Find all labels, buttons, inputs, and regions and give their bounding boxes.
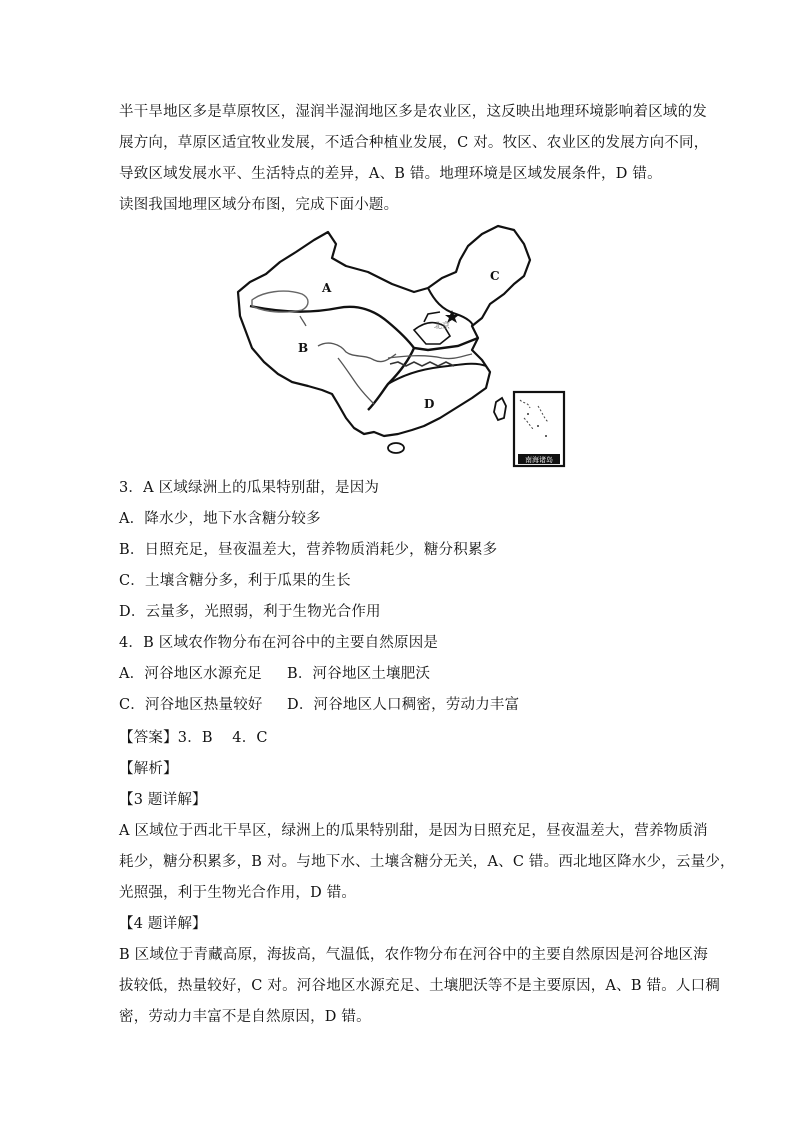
q4-option-a: A．河谷地区水源充足 — [119, 666, 262, 682]
intro-line-4: 读图我国地理区域分布图，完成下面小题。 — [119, 197, 399, 213]
q3-stem: 3．A 区域绿洲上的瓜果特别甜，是因为 — [119, 480, 380, 496]
q3-analysis-line-3: 光照强，利于生物光合作用，D 错。 — [119, 885, 357, 901]
intro-line-3: 导致区域发展水平、生活特点的差异，A、B 错。地理环境是区域发展条件，D 错。 — [119, 166, 662, 182]
q4-analysis-line-3: 密，劳动力丰富不是自然原因，D 错。 — [119, 1009, 371, 1025]
intro-line-2: 展方向，草原区适宜牧业发展，不适合种植业发展，C 对。牧区、农业区的发展方向不同， — [119, 135, 709, 151]
region-label-b: B — [298, 341, 309, 355]
q3-option-d: D．云量多，光照弱，利于生物光合作用 — [119, 604, 381, 620]
region-label-c: C — [490, 269, 500, 283]
q4-option-b: B．河谷地区土壤肥沃 — [287, 666, 431, 682]
q4-analysis-line-2: 拔较低，热量较好，C 对。河谷地区水源充足、土壤肥沃等不是主要原因，A、B 错。人口稠 — [119, 978, 721, 994]
q4-option-d: D．河谷地区人口稠密，劳动力丰富 — [287, 697, 520, 713]
intro-line-1: 半干旱地区多是草原牧区，湿润半湿润地区多是农业区，这反映出地理环境影响着区域的发 — [119, 104, 707, 120]
analysis-label: 【解析】 — [119, 761, 178, 777]
answer-line: 【答案】3．B 4．C — [119, 730, 268, 746]
q4-option-c: C．河谷地区热量较好 — [119, 697, 263, 713]
china-region-map — [228, 222, 553, 466]
q3-option-b: B．日照充足，昼夜温差大，营养物质消耗少，糖分积累多 — [119, 542, 498, 558]
q3-option-a: A．降水少，地下水含糖分较多 — [119, 511, 321, 527]
q3-analysis-title: 【3 题详解】 — [119, 792, 207, 808]
china-map-drawing — [228, 222, 553, 466]
inset-caption: 南海诸岛 — [525, 456, 553, 464]
q4-stem: 4．B 区域农作物分布在河谷中的主要自然原因是 — [119, 635, 439, 651]
q4-analysis-line-1: B 区域位于青藏高原，海拔高，气温低，农作物分布在河谷中的主要自然原因是河谷地区海 — [119, 947, 708, 963]
region-label-a: A — [322, 281, 332, 295]
q3-analysis-line-1: A 区域位于西北干旱区，绿洲上的瓜果特别甜，是因为日照充足，昼夜温差大，营养物质消 — [119, 823, 708, 839]
beijing-label: 北京 — [434, 321, 450, 330]
q4-analysis-title: 【4 题详解】 — [119, 916, 207, 932]
q3-option-c: C．土壤含糖分多，利于瓜果的生长 — [119, 573, 351, 589]
q3-analysis-line-2: 耗少，糖分积累多，B 对。与地下水、土壤含糖分无关，A、C 错。西北地区降水少，云量少， — [119, 854, 735, 870]
region-label-d: D — [424, 397, 435, 411]
